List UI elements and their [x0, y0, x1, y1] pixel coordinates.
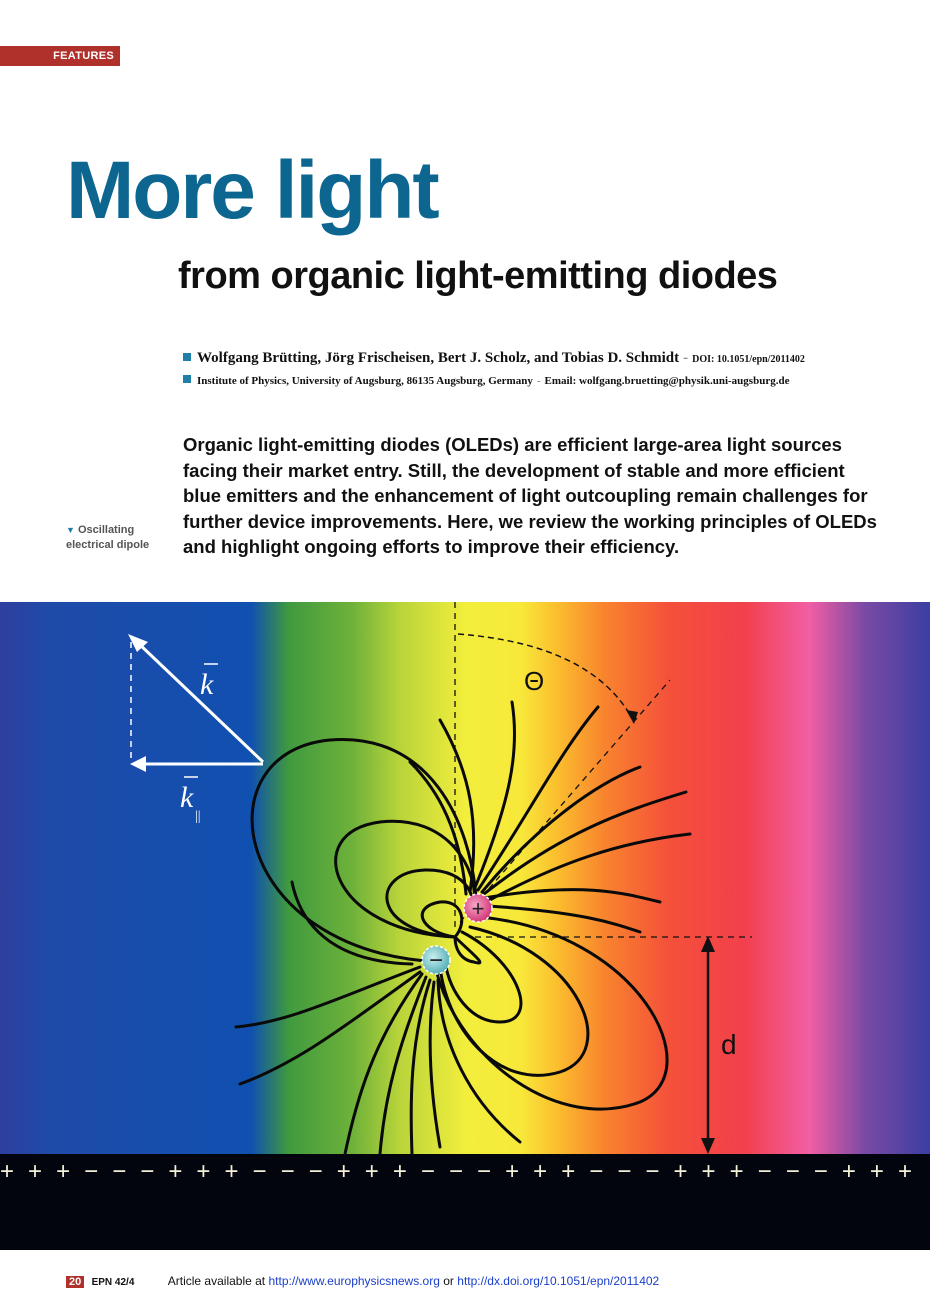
label-d: d: [721, 1029, 737, 1060]
section-tag: FEATURES: [0, 46, 120, 66]
authors: Wolfgang Brütting, Jörg Frischeisen, Bert J. Scholz, and Tobias D. Schmidt: [197, 350, 680, 366]
caption-line1: Oscillating: [77, 524, 135, 536]
or-text: or: [443, 1274, 454, 1288]
dipole-plus-charge: [464, 894, 492, 922]
journal-issue: EPN 42/4: [91, 1277, 135, 1288]
abstract: Organic light-emitting diodes (OLEDs) are efficient large-area light sources facing their market entry. Still, the development of stable and more efficient blue emitters and the enhancement of light outcoupling remain challenges for further device improvements. Here, we review the working principles of OLEDs and highlight ongoing efforts to improve their efficiency.: [183, 434, 877, 557]
article-title: More light: [66, 145, 438, 236]
email: Email: wolfgang.bruetting@physik.uni-augsburg.de: [544, 375, 790, 387]
figure-caption: [66, 523, 176, 553]
label-parallel-subscript: ||: [195, 809, 201, 824]
plus-charge-sign: +: [471, 896, 485, 921]
doi: DOI: 10.1051/epn/2011402: [692, 354, 805, 365]
doi-link[interactable]: http://dx.doi.org/10.1051/epn/2011402: [457, 1274, 660, 1288]
label-k-parallel: k: [180, 781, 194, 814]
separator: -: [683, 350, 689, 366]
availability-text: Article available at: [167, 1274, 266, 1288]
label-theta: Θ: [524, 666, 545, 696]
label-k: k: [200, 668, 214, 701]
page-footer: [66, 1274, 659, 1288]
surface-charge-row: +++−−−+++−−−+++−−−+++−−−+++−−−+++: [0, 1158, 912, 1185]
bullet-square-icon: [183, 375, 191, 383]
page-number: 20: [66, 1276, 84, 1288]
article-subtitle: from organic light-emitting diodes: [178, 255, 778, 297]
affiliation-line: [183, 375, 789, 387]
separator: -: [536, 375, 541, 387]
authors-line: [183, 350, 805, 367]
dipole-figure: [0, 602, 930, 1250]
minus-charge-sign: −: [428, 947, 444, 974]
europhysicsnews-link[interactable]: http://www.europhysicsnews.org: [268, 1274, 440, 1288]
bullet-square-icon: [183, 353, 191, 361]
dipole-minus-charge: [422, 946, 450, 974]
affiliation: Institute of Physics, University of Augsburg, 86135 Augsburg, Germany: [197, 375, 533, 387]
caption-line2: electrical dipole: [66, 539, 150, 551]
triangle-down-icon: ▼: [66, 525, 75, 535]
